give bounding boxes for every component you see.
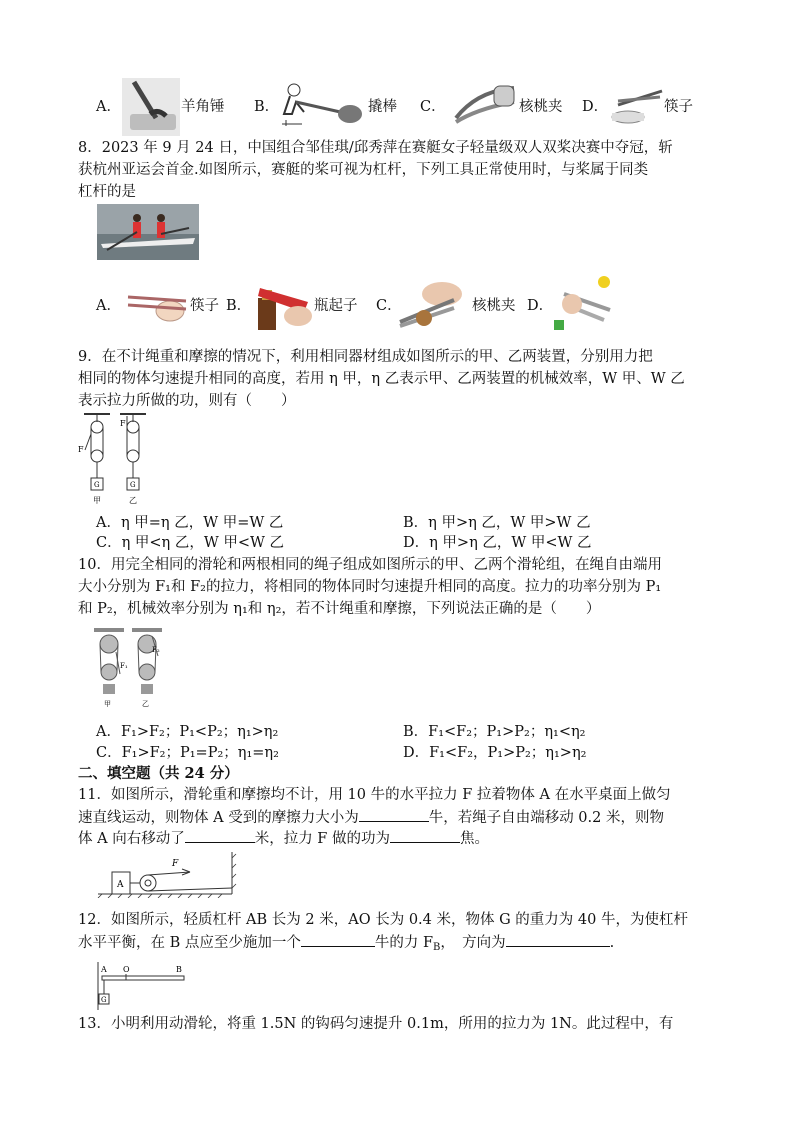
chopsticks-hand-image bbox=[126, 283, 188, 325]
q9-option-b: B．η 甲>η 乙，W 甲>W 乙 bbox=[403, 515, 591, 531]
q12-g-label: G bbox=[101, 996, 107, 1004]
q8-text-line1: 8．2023 年 9 月 24 日，中国组合邹佳琪/邱秀萍在赛艇女子轻量级双人双桨决赛中夺冠，斩 bbox=[78, 140, 673, 156]
q10-option-d: D．F₁<F₂，P₁>P₂；η₁>η₂ bbox=[403, 745, 587, 761]
q7-option-a-letter: A． bbox=[96, 99, 121, 115]
pulley-diagram-q10 bbox=[92, 626, 166, 710]
q11-text-line1: 11．如图所示，滑轮重和摩擦均不计，用 10 牛的水平拉力 F 拉着物体 A 在水平桌面上做匀 bbox=[78, 787, 671, 803]
q12-line2-part4: . bbox=[609, 935, 615, 951]
q8-option-c-letter: C． bbox=[376, 298, 402, 314]
q11-blank-friction[interactable] bbox=[359, 806, 429, 822]
q8-option-b-label: 瓶起子 bbox=[314, 298, 358, 314]
q8-option-b-letter: B． bbox=[226, 298, 252, 314]
bottle-opener-image bbox=[252, 276, 314, 330]
q11-text-line2 bbox=[78, 806, 664, 828]
q11-line3-part2: 米，拉力 F 做的功为 bbox=[254, 831, 390, 847]
q11-blank-distance[interactable] bbox=[185, 827, 255, 843]
q10-option-a: A．F₁>F₂；P₁<P₂；η₁>η₂ bbox=[96, 724, 279, 740]
q10-jia-label: 甲 bbox=[104, 700, 111, 708]
q10-option-c: C．F₁>F₂；P₁=P₂；η₁=η₂ bbox=[96, 745, 279, 761]
lever-diagram-q12 bbox=[96, 954, 188, 1010]
q7-option-b-label: 撬棒 bbox=[368, 99, 397, 115]
q12-line2-part1: 水平平衡，在 B 点应至少施加一个 bbox=[78, 935, 301, 951]
q11-blank-work[interactable] bbox=[390, 827, 460, 843]
q7-option-b-letter: B． bbox=[254, 99, 280, 115]
q8-option-a-label: 筷子 bbox=[190, 298, 219, 314]
q9-jia-label: 甲 bbox=[93, 496, 101, 505]
q10-text-line3: 和 P₂，机械效率分别为 η₁和 η₂，若不计绳重和摩擦，下列说法正确的是（ ） bbox=[78, 601, 601, 617]
q9-text-line2: 相同的物体匀速提升相同的高度，若用 η 甲，η 乙表示甲、乙两装置的机械效率，W 甲、W 乙 bbox=[78, 371, 685, 387]
q11-a-label: A bbox=[117, 880, 124, 890]
q10-text-line2: 大小分别为 F₁和 F₂的拉力，将相同的物体同时匀速提升相同的高度。拉力的功率分别为 P₁ bbox=[78, 579, 662, 595]
pulley-diagram-q9 bbox=[76, 410, 156, 508]
section-title: 二、填空题（共 24 分） bbox=[78, 765, 239, 782]
q10-f1-label: F₁ bbox=[120, 662, 128, 670]
q10-yi-label: 乙 bbox=[142, 700, 149, 708]
q11-line3-part1: 体 A 向右移动了 bbox=[78, 831, 185, 847]
q11-line3-part3: 焦。 bbox=[459, 831, 489, 847]
q9-f-label: F bbox=[78, 445, 84, 454]
q10-f2-label: F₂ bbox=[152, 646, 160, 654]
q12-blank-direction[interactable] bbox=[506, 931, 610, 947]
q10-text-line1: 10．用完全相同的滑轮和两根相同的绳子组成如图所示的甲、乙两个滑轮组，在绳自由端用 bbox=[78, 557, 662, 573]
q8-option-c-label: 核桃夹 bbox=[472, 298, 516, 314]
q13-text-line1: 13．小明利用动滑轮，将重 1.5N 的钩码匀速提升 0.1m，所用的拉力为 1N。此过程中，有 bbox=[78, 1016, 674, 1032]
q11-f-label: F bbox=[172, 859, 179, 869]
q9-text-line3: 表示拉力所做的功，则有（ ） bbox=[78, 393, 296, 409]
q9-option-a: A．η 甲=η 乙，W 甲=W 乙 bbox=[96, 515, 284, 531]
q9-g-label-yi: G bbox=[130, 481, 136, 489]
q11-line2-part1: 速直线运动，则物体 A 受到的摩擦力大小为 bbox=[78, 810, 359, 826]
crowbar-image bbox=[280, 80, 364, 130]
q8-option-a-letter: A． bbox=[96, 298, 121, 314]
q12-text-line1: 12．如图所示，轻质杠杆 AB 长为 2 米，AO 长为 0.4 米，物体 G 的重力为 40 牛，为使杠杆 bbox=[78, 912, 688, 928]
q7-option-d-label: 筷子 bbox=[664, 99, 693, 115]
q7-option-c-letter: C． bbox=[420, 99, 446, 115]
q8-option-d-letter: D． bbox=[527, 298, 554, 314]
q12-o-label: O bbox=[123, 965, 130, 974]
q12-b-label: B bbox=[176, 965, 182, 974]
q9-g-label-jia: G bbox=[94, 481, 100, 489]
q8-text-line3: 杠杆的是 bbox=[78, 184, 136, 200]
q9-option-d: D．η 甲>η 乙，W 甲<W 乙 bbox=[403, 535, 592, 551]
q7-option-c-label: 核桃夹 bbox=[519, 99, 563, 115]
q9-text-line1: 9．在不计绳重和摩擦的情况下，利用相同器材组成如图所示的甲、乙两装置，分别用力把 bbox=[78, 349, 653, 365]
lemon-squeezer-image bbox=[554, 274, 616, 332]
q12-line2-part2: 牛的力 F bbox=[374, 935, 434, 951]
q12-line2-sub: B bbox=[433, 942, 441, 953]
q12-a-label: A bbox=[101, 965, 107, 974]
nutcracker-image bbox=[450, 80, 520, 126]
q10-option-b: B．F₁<F₂；P₁>P₂；η₁<η₂ bbox=[403, 724, 586, 740]
q7-option-a-label: 羊角锤 bbox=[181, 99, 225, 115]
pulley-table-diagram-q11 bbox=[96, 850, 238, 898]
q8-text-line2: 获杭州亚运会首金.如图所示，赛艇的桨可视为杠杆，下列工具正常使用时，与桨属于同类 bbox=[78, 162, 649, 178]
q9-yi-label: 乙 bbox=[129, 496, 137, 505]
claw-hammer-image bbox=[122, 78, 180, 136]
q9-option-c: C．η 甲<η 乙，W 甲<W 乙 bbox=[96, 535, 285, 551]
q12-line2-part3: ， 方向为 bbox=[440, 935, 506, 951]
q9-f-label-yi: F bbox=[120, 419, 126, 428]
q11-text-line3 bbox=[78, 827, 489, 849]
nutcracker-hand-image bbox=[394, 278, 470, 330]
q12-blank-force[interactable] bbox=[301, 931, 375, 947]
chopsticks-image bbox=[608, 83, 664, 127]
q11-line2-part2: 牛，若绳子自由端移动 0.2 米，则物 bbox=[428, 810, 664, 826]
q7-option-d-letter: D． bbox=[582, 99, 609, 115]
rowing-boat-image bbox=[97, 204, 199, 260]
